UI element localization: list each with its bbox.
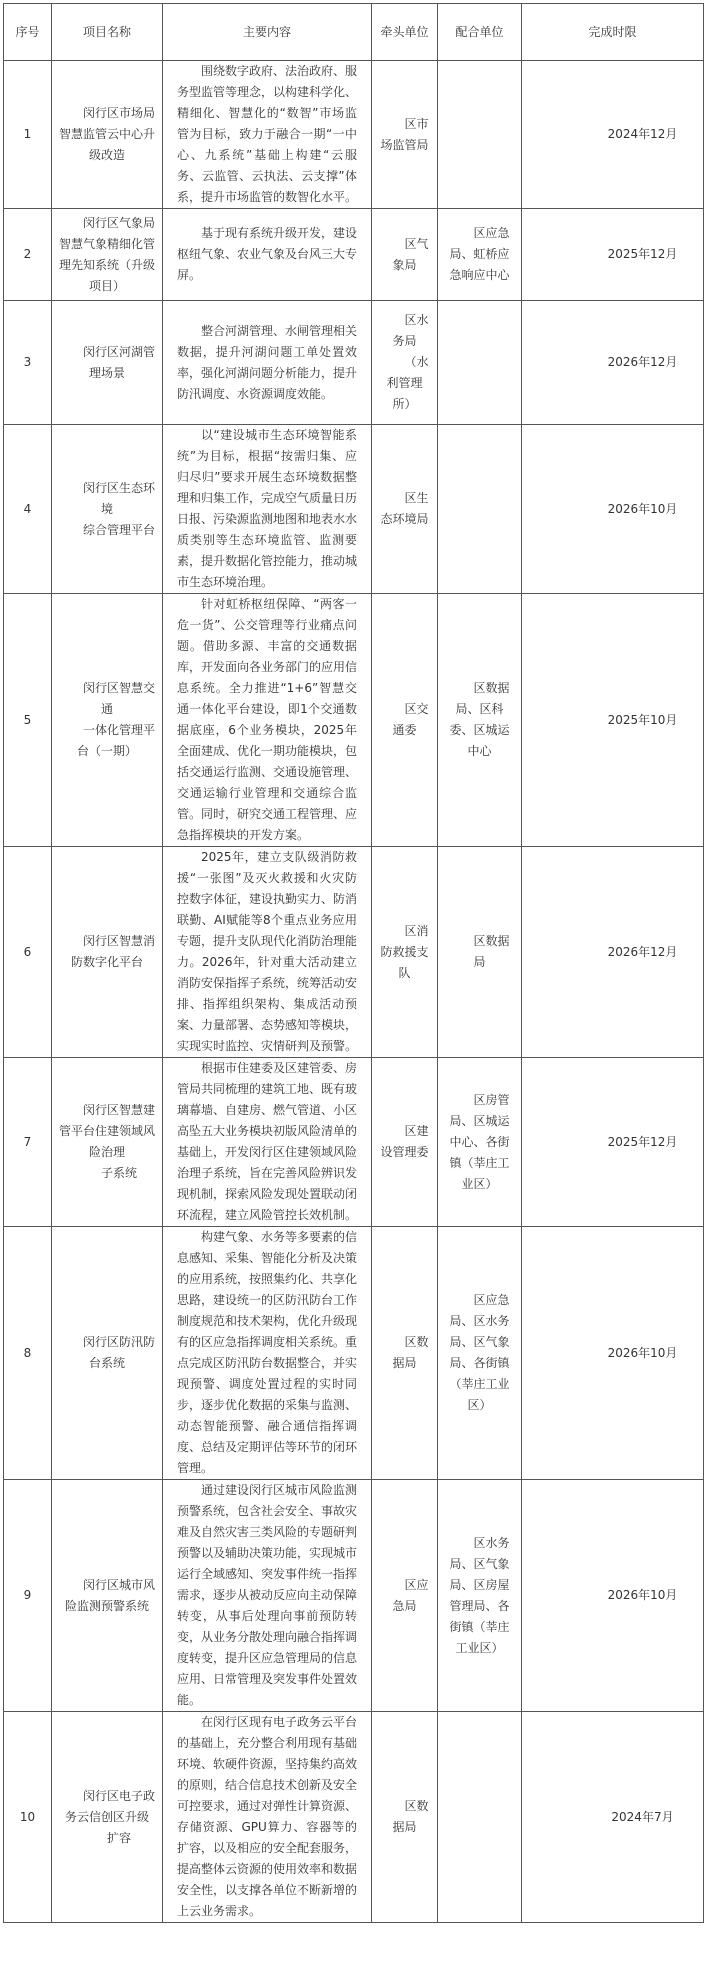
header-seq: 序号 xyxy=(4,4,52,61)
row-content xyxy=(163,1480,372,1712)
row-time xyxy=(522,1480,704,1712)
row-time xyxy=(522,594,704,847)
row-name-text: 闵行区市场局智慧监管云中心升级改造 xyxy=(58,106,155,162)
row-coop xyxy=(438,425,522,594)
row-name xyxy=(52,61,163,209)
row-lead-text: 区生态环境局 xyxy=(380,491,429,526)
row-content-text: 2025年，建立支队级消防救援“一张图”及灭火救援和火灾防控数字体征，建设执勤实力、防消联勤、AI赋能等8个重点业务应用专题，提升支队现代化消防治理能力。2026年，针对重大活动建立消防安保指挥子系统，统筹活动安排、指挥组织架构、集成活动预案、力量部署、态势感知等模块，实现实时监控、灾情研判及预警。 xyxy=(177,850,358,1053)
row-time-text: 2025年12月 xyxy=(607,1134,678,1149)
row-seq: 2 xyxy=(4,209,52,301)
row-name-text: 闵行区电子政务云信创区升级 xyxy=(64,1788,155,1824)
row-time-text: 2026年10月 xyxy=(607,1345,678,1360)
row-coop xyxy=(438,847,522,1058)
row-time-text: 2026年12月 xyxy=(607,944,678,959)
table-row xyxy=(4,1480,704,1712)
row-time xyxy=(522,301,704,425)
row-name-text: 闵行区智慧建管平台住建领域风险治理 xyxy=(58,1103,155,1159)
row-seq: 5 xyxy=(4,594,52,847)
table-row xyxy=(4,425,704,594)
row-content-text: 针对虹桥枢纽保障、“两客一危一货”、公交管理等行业痛点问题。借助多源、丰富的交通数据库，开发面向各业务部门的应用信息系统。全力推进“1+6”智慧交通一体化平台建设，即1个交通数据底座，6个业务模块，2025年全面建成、优化一期功能模块，包括交通运行监测、交通设施管理、交通运输行业管理和交通综合监管。同时，研究交通工程管理、应急指挥模块的开发方案。 xyxy=(177,597,358,842)
row-content xyxy=(163,61,372,209)
row-lead xyxy=(372,1480,438,1712)
row-content-text: 通过建设闵行区城市风险监测预警系统，包含社会安全、事故灾难及自然灾害三类风险的专题研判预警以及辅助决策功能，实现城市运行全域感知、突发事件统一指挥需求，逐步从被动反应向主动保障转变，从事后处理向事前预防转变，从业务分散处理向融合指挥调度转变，提升区应急管理局的信息应用、日常管理及突发事件处置效能。 xyxy=(177,1483,358,1707)
row-name xyxy=(52,1712,163,1923)
table-row xyxy=(4,301,704,425)
row-name-text: 闵行区智慧消防数字化平台 xyxy=(70,934,155,969)
row-seq: 6 xyxy=(4,847,52,1058)
row-content-text: 整合河湖管理、水闸管理相关数据，提升河湖问题工单处置效率，强化河湖问题分析能力，提升防汛调度、水资源调度效能。 xyxy=(177,323,358,401)
row-coop xyxy=(438,61,522,209)
row-name xyxy=(52,209,163,301)
row-content xyxy=(163,594,372,847)
row-content-text: 根据市住建委及区建管委、房管局共同梳理的建筑工地、既有玻璃幕墙、自建房、燃气管道、小区高坠五大业务模块初版风险清单的基础上，开发闵行区住建领域风险治理子系统，旨在完善风险辨识发现机制，探索风险发现处置联动闭环流程，建立风险管控长效机制。 xyxy=(177,1061,358,1222)
row-lead xyxy=(372,61,438,209)
row-name-text: 闵行区河湖管理场景 xyxy=(82,344,155,380)
row-time-text: 2026年12月 xyxy=(607,355,678,369)
row-time xyxy=(522,1058,704,1227)
row-name-text: 扩容 xyxy=(106,1830,131,1845)
table-row xyxy=(4,847,704,1058)
row-lead xyxy=(372,1712,438,1923)
row-lead-text: 区数据局 xyxy=(392,1335,429,1370)
row-lead-text: 区建设管理委 xyxy=(380,1124,429,1159)
row-seq: 3 xyxy=(4,301,52,425)
row-name xyxy=(52,425,163,594)
row-name-text: 子系统 xyxy=(100,1166,137,1180)
row-time-text: 2026年10月 xyxy=(607,1588,678,1602)
header-name: 项目名称 xyxy=(52,4,163,61)
table-row xyxy=(4,1227,704,1480)
row-time-text: 2025年12月 xyxy=(607,247,678,261)
table-row xyxy=(4,594,704,847)
row-coop xyxy=(438,594,522,847)
row-content-text: 在闵行区现有电子政务云平台的基础上，充分整合利用现有基础环境、软硬件资源，坚持集约高效的原则，结合信息技术创新及安全可控要求，通过对弹性计算资源、存储资源、GPU算力、容器等的扩容，以及相应的安全配套服务，提高整体云资源的使用效率和数据安全性，以支撑各单位不断新增的上云业务需求。 xyxy=(177,1715,358,1918)
row-coop-text: 区水务局、区气象局、区房屋管理局、各街镇（莘庄工业区） xyxy=(449,1535,510,1655)
row-time xyxy=(522,847,704,1058)
row-lead xyxy=(372,847,438,1058)
row-seq: 9 xyxy=(4,1480,52,1712)
row-lead-text: 区消防救援支队 xyxy=(380,923,429,980)
table-row xyxy=(4,1712,704,1923)
row-name xyxy=(52,1058,163,1227)
row-lead xyxy=(372,425,438,594)
header-lead: 牵头单位 xyxy=(372,4,438,61)
row-name-text: 闵行区生态环境 xyxy=(82,480,155,516)
row-name xyxy=(52,1480,163,1712)
row-name xyxy=(52,1227,163,1480)
row-coop xyxy=(438,209,522,301)
row-name-text: 闵行区防汛防台系统 xyxy=(82,1335,155,1370)
row-time xyxy=(522,1227,704,1480)
row-coop-text: 区应急局、区水务局、区气象局、各街镇（莘庄工业区） xyxy=(449,1293,510,1412)
row-time-text: 2024年7月 xyxy=(611,1809,674,1824)
header-coop: 配合单位 xyxy=(438,4,522,61)
row-content xyxy=(163,209,372,301)
row-coop-text: 区应急局、虹桥应急响应中心 xyxy=(449,226,510,282)
row-name-text: 闵行区城市风险监测预警系统 xyxy=(64,1577,155,1613)
row-content xyxy=(163,1058,372,1227)
row-time xyxy=(522,209,704,301)
row-name-text: 闵行区气象局智慧气象精细化管理先知系统（升级项目） xyxy=(58,215,155,293)
header-row xyxy=(4,4,704,61)
row-coop xyxy=(438,1712,522,1923)
row-lead-text: 区气象局 xyxy=(392,236,429,272)
row-content-text: 围绕数字政府、法治政府、服务型监管等理念，以构建科学化、精细化、智慧化的“数智”市场监管为目标，致力于融合一期“一中心、九系统”基础上构建“云服务、云监管、云执法、云支撑”体系，提升市场监管的数智化水平。 xyxy=(177,64,358,204)
row-time-text: 2025年10月 xyxy=(607,712,678,727)
row-seq: 7 xyxy=(4,1058,52,1227)
header-time: 完成时限 xyxy=(522,4,704,61)
row-coop-text: 区数据局 xyxy=(473,934,510,969)
row-content-text: 以“建设城市生态环境智能系统”为目标，根据“按需归集、应归尽归”要求开展生态环境数据整理和归集工作，完成空气质量日历日报、污染源监测地图和地表水水质类别等生态环境监管、监测要素，提升数据化管控能力，推动城市生态环境治理。 xyxy=(177,428,358,589)
row-name-text: 闵行区智慧交通 xyxy=(82,681,155,716)
row-content xyxy=(163,847,372,1058)
row-coop xyxy=(438,1227,522,1480)
row-time-text: 2024年12月 xyxy=(607,127,678,141)
table-row xyxy=(4,209,704,301)
row-time xyxy=(522,425,704,594)
row-content-text: 基于现有系统升级开发，建设枢纽气象、农业气象及台风三大专屏。 xyxy=(177,226,358,282)
row-lead xyxy=(372,301,438,425)
header-content: 主要内容 xyxy=(163,4,372,61)
row-lead-text: 区数据局 xyxy=(392,1799,429,1834)
row-coop xyxy=(438,1058,522,1227)
row-name xyxy=(52,847,163,1058)
row-time-text: 2026年10月 xyxy=(607,501,678,516)
row-content xyxy=(163,1227,372,1480)
row-seq: 4 xyxy=(4,425,52,594)
row-coop-text: 区数据局、区科委、区城运中心 xyxy=(449,681,510,758)
row-lead-text: 区水务局 xyxy=(392,313,429,348)
row-lead-text: （水利管理所） xyxy=(386,355,429,411)
row-content xyxy=(163,1712,372,1923)
row-lead xyxy=(372,1227,438,1480)
row-coop-text: 区房管局、区城运中心、各街镇（莘庄工业区） xyxy=(449,1092,510,1191)
row-time xyxy=(522,1712,704,1923)
row-seq: 10 xyxy=(4,1712,52,1923)
row-name-text: 综合管理平台 xyxy=(82,522,155,537)
row-name xyxy=(52,594,163,847)
row-seq: 8 xyxy=(4,1227,52,1480)
row-seq: 1 xyxy=(4,61,52,209)
project-table xyxy=(3,3,704,1923)
row-lead xyxy=(372,1058,438,1227)
table-row xyxy=(4,1058,704,1227)
row-lead-text: 区市场监管局 xyxy=(380,116,429,152)
row-lead xyxy=(372,209,438,301)
row-content xyxy=(163,301,372,425)
row-content xyxy=(163,425,372,594)
row-coop xyxy=(438,301,522,425)
row-content-text: 构建气象、水务等多要素的信息感知、采集、智能化分析及决策的应用系统，按照集约化、共享化思路，建设统一的区防汛防台工作制度规范和技术架构，优化升级现有的区应急指挥调度相关系统。重点完成区防汛防台数据整合，并实现预警、调度处置过程的实时同步，逐步优化数据的采集与监测、动态智能预警、融合通信指挥调度、总结及定期评估等环节的闭环管理。 xyxy=(177,1230,358,1475)
row-name xyxy=(52,301,163,425)
row-time xyxy=(522,61,704,209)
table-row xyxy=(4,61,704,209)
row-lead xyxy=(372,594,438,847)
row-name-text: 一体化管理平台（一期） xyxy=(76,723,155,758)
row-lead-text: 区应急局 xyxy=(392,1577,429,1613)
row-lead-text: 区交通委 xyxy=(392,702,429,737)
row-coop xyxy=(438,1480,522,1712)
